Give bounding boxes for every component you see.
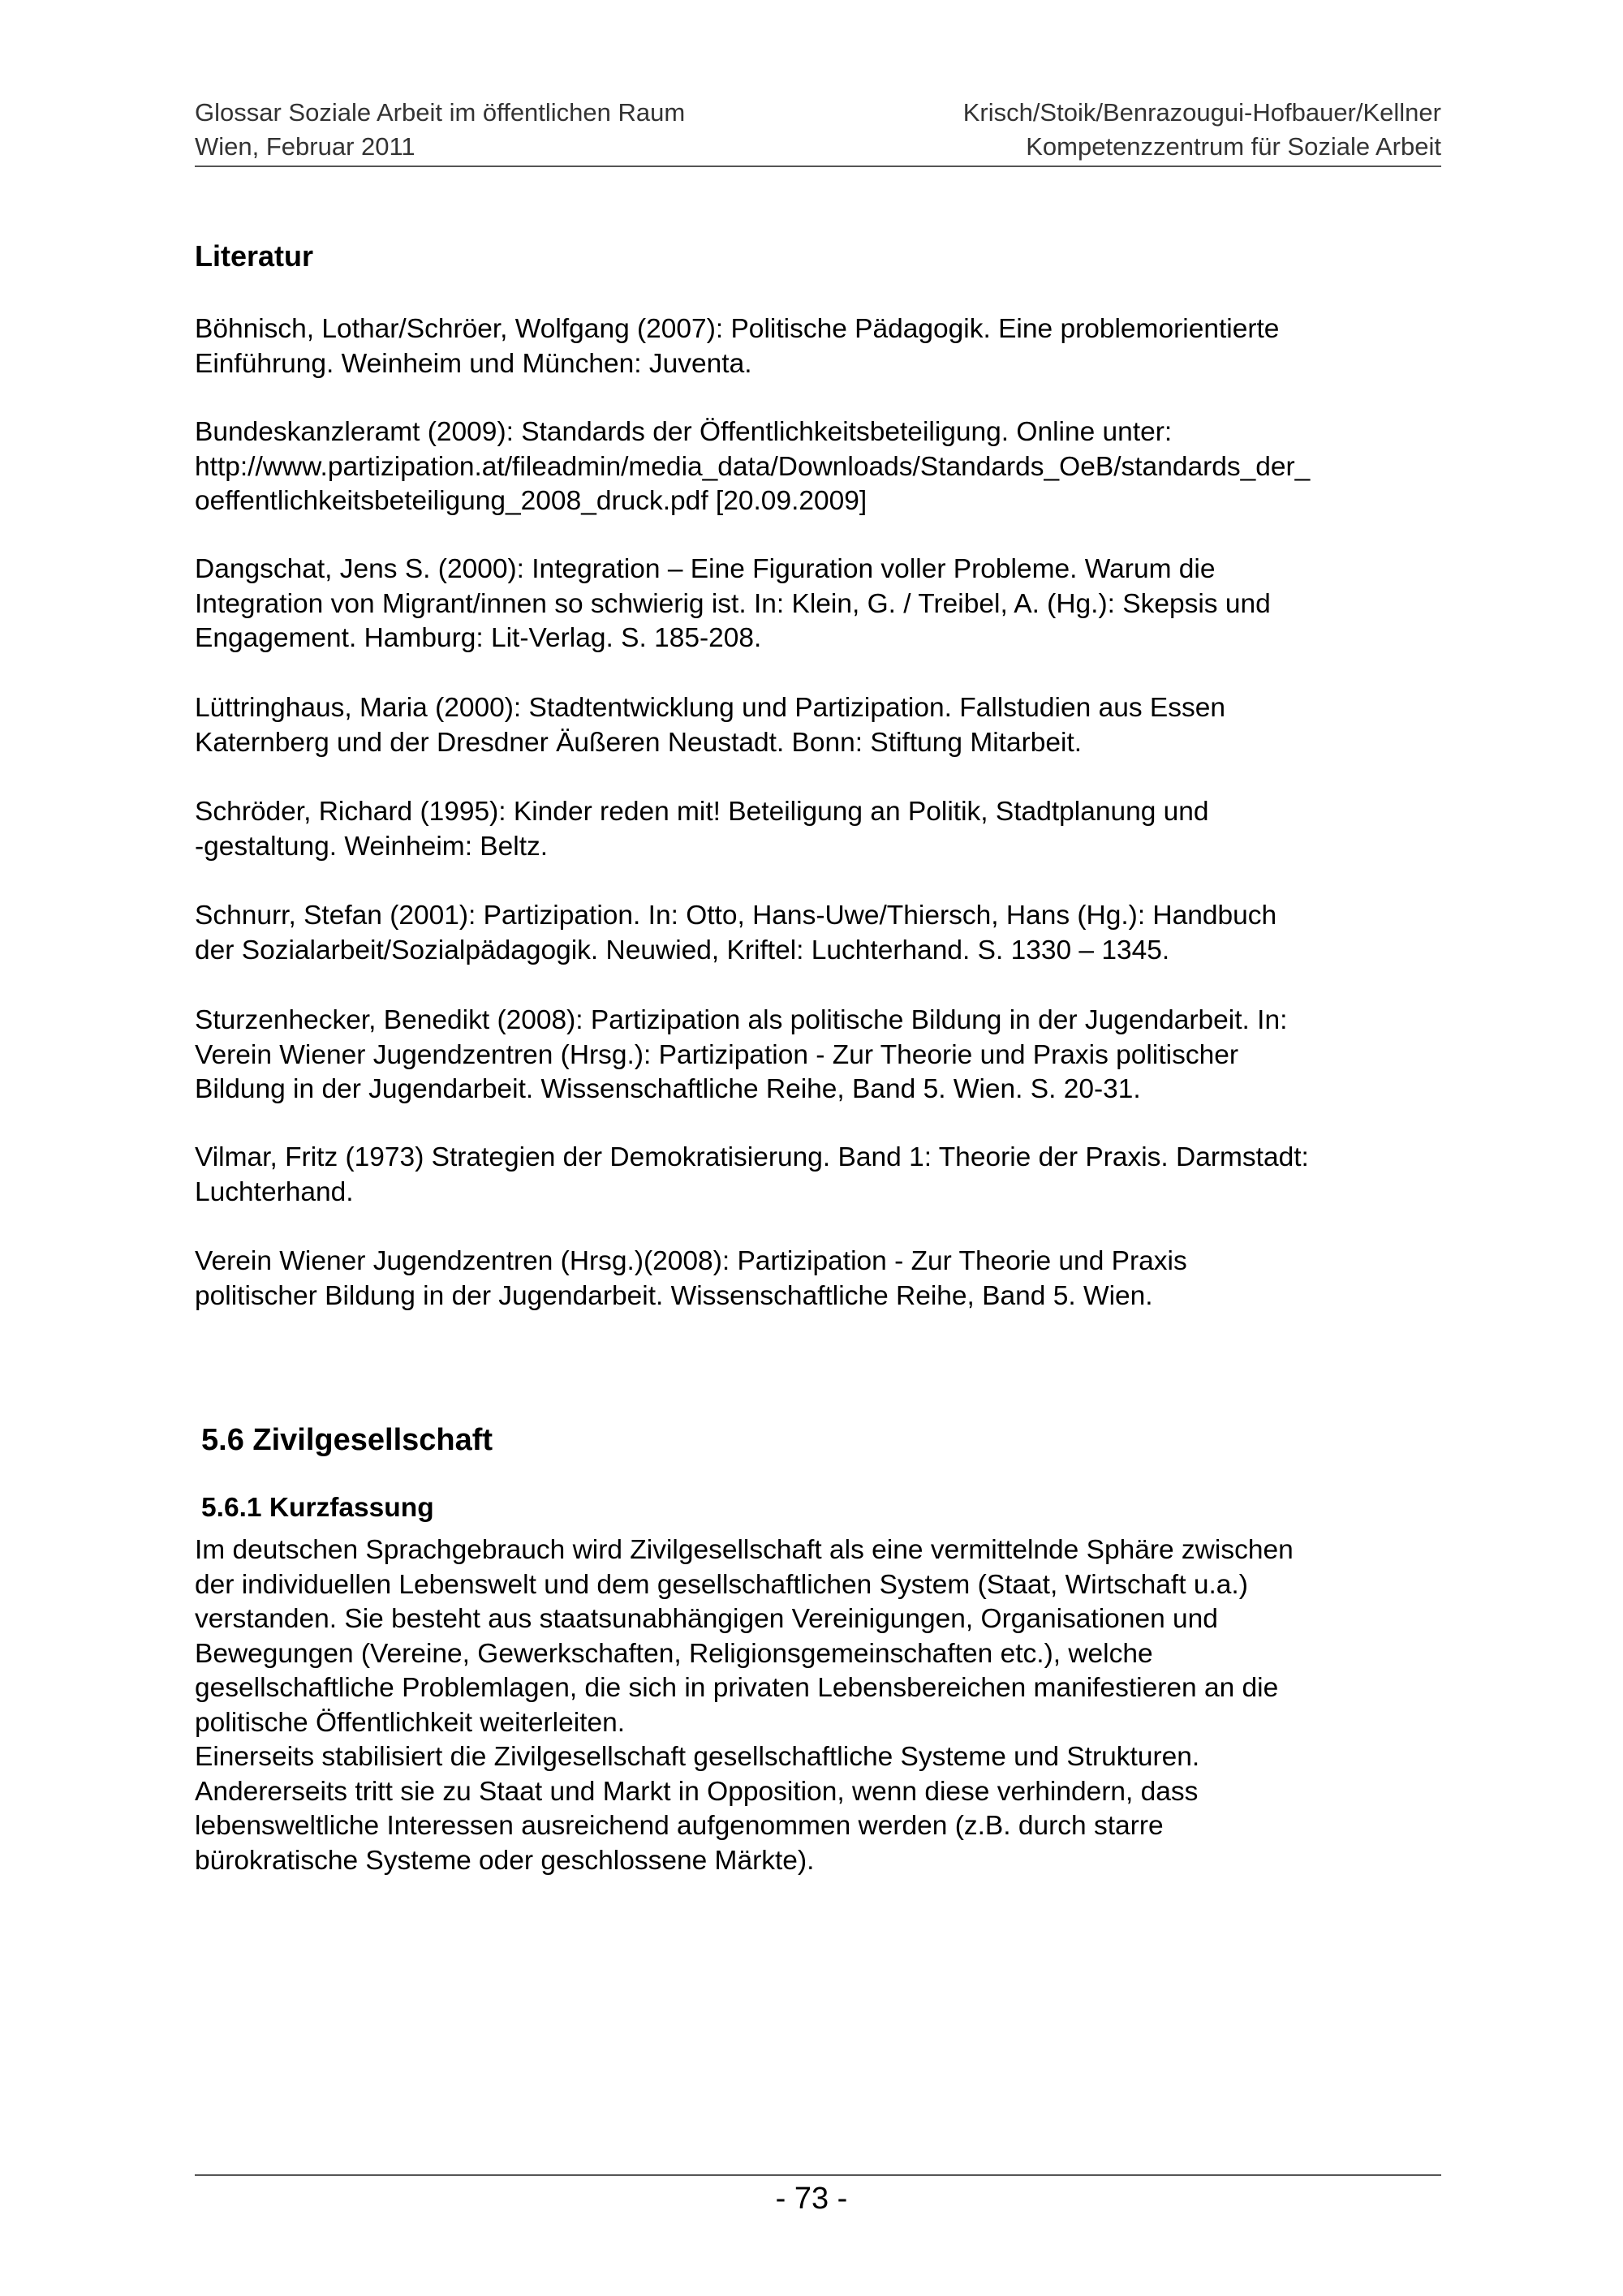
- reference-entry: [195, 1141, 1444, 1210]
- header-right: [963, 96, 1441, 164]
- paragraph-line: Einerseits stabilisiert die Zivilgesellschaft gesellschaftliche Systeme und Strukturen.: [195, 1742, 1200, 1772]
- reference-entry: [195, 691, 1444, 760]
- reference-entry: [195, 415, 1444, 519]
- paragraph-line: politische Öffentlichkeit weiterleiten.: [195, 1707, 626, 1738]
- header-left-title: Glossar Soziale Arbeit im öffentlichen Raum: [195, 98, 686, 127]
- paragraph-line: bürokratische Systeme oder geschlossene Märkte).: [195, 1845, 815, 1876]
- reference-line: Luchterhand.: [195, 1176, 354, 1207]
- section-heading: 5.6 Zivilgesellschaft: [201, 1423, 493, 1457]
- reference-line: Verein Wiener Jugendzentren (Hrsg.): Partizipation - Zur Theorie und Praxis politischer: [195, 1039, 1238, 1070]
- paragraph-line: der individuellen Lebenswelt und dem gesellschaftlichen System (Staat, Wirtschaft u.a.): [195, 1569, 1248, 1600]
- reference-entry: [195, 553, 1444, 656]
- reference-line: oeffentlichkeitsbeteiligung_2008_druck.pdf [20.09.2009]: [195, 486, 867, 516]
- header-left-date: Wien, Februar 2011: [195, 132, 415, 161]
- reference-line: Sturzenhecker, Benedikt (2008): Partizipation als politische Bildung in der Jugendarbeit. In:: [195, 1005, 1288, 1035]
- reference-line: http://www.partizipation.at/fileadmin/media_data/Downloads/Standards_OeB/standards_der_: [195, 451, 1311, 482]
- reference-line: Dangschat, Jens S. (2000): Integration – Eine Figuration voller Probleme. Warum die: [195, 554, 1216, 584]
- paragraph-line: Bewegungen (Vereine, Gewerkschaften, Religionsgemeinschaften etc.), welche: [195, 1638, 1153, 1669]
- reference-line: Katernberg und der Dresdner Äußeren Neustadt. Bonn: Stiftung Mitarbeit.: [195, 727, 1083, 758]
- header-right-institution: Kompetenzzentrum für Soziale Arbeit: [1026, 132, 1441, 161]
- reference-entry: [195, 312, 1444, 381]
- reference-entry: [195, 899, 1444, 968]
- reference-line: der Sozialarbeit/Sozialpädagogik. Neuwied, Kriftel: Luchterhand. S. 1330 – 1345.: [195, 935, 1170, 965]
- paragraph-line: gesellschaftliche Problemlagen, die sich in privaten Lebensbereichen manifestieren an die: [195, 1673, 1279, 1703]
- footer-divider: [195, 2174, 1441, 2176]
- reference-line: politischer Bildung in der Jugendarbeit. Wissenschaftliche Reihe, Band 5. Wien.: [195, 1280, 1153, 1311]
- reference-line: Schröder, Richard (1995): Kinder reden mit! Beteiligung an Politik, Stadtplanung und: [195, 797, 1209, 827]
- paragraph-line: verstanden. Sie besteht aus staatsunabhängigen Vereinigungen, Organisationen und: [195, 1604, 1218, 1634]
- paragraph-line: lebensweltliche Interessen ausreichend aufgenommen werden (z.B. durch starre: [195, 1811, 1164, 1841]
- reference-entry: [195, 1004, 1444, 1107]
- reference-line: Einführung. Weinheim und München: Juventa.: [195, 348, 752, 379]
- reference-entry: [195, 1245, 1444, 1314]
- summary-paragraph: [195, 1533, 1294, 1878]
- reference-line: Integration von Migrant/innen so schwierig ist. In: Klein, G. / Treibel, A. (Hg.): Skepsis und: [195, 588, 1271, 619]
- reference-entry: [195, 795, 1444, 864]
- reference-line: Böhnisch, Lothar/Schröer, Wolfgang (2007): Politische Pädagogik. Eine problemorientierte: [195, 314, 1280, 344]
- subsection-heading: 5.6.1 Kurzfassung: [201, 1493, 434, 1523]
- literature-heading: Literatur: [195, 239, 314, 273]
- header-right-authors: Krisch/Stoik/Benrazougui-Hofbauer/Kellner: [962, 98, 1441, 127]
- reference-line: Schnurr, Stefan (2001): Partizipation. In: Otto, Hans-Uwe/Thiersch, Hans (Hg.): Handbuch: [195, 901, 1277, 931]
- header-left: [195, 96, 685, 164]
- paragraph-line: Andererseits tritt sie zu Staat und Markt in Opposition, wenn diese verhindern, dass: [195, 1776, 1199, 1807]
- page-header: [195, 96, 1441, 167]
- reference-line: Vilmar, Fritz (1973) Strategien der Demokratisierung. Band 1: Theorie der Praxis. Darmstadt:: [195, 1142, 1309, 1172]
- reference-line: Bundeskanzleramt (2009): Standards der Öffentlichkeitsbeteiligung. Online unter:: [195, 417, 1173, 447]
- paragraph-line: Im deutschen Sprachgebrauch wird Zivilgesellschaft als eine vermittelnde Sphäre zwischen: [195, 1535, 1294, 1565]
- reference-line: Lüttringhaus, Maria (2000): Stadtentwicklung und Partizipation. Fallstudien aus Essen: [195, 693, 1225, 723]
- reference-line: Engagement. Hamburg: Lit-Verlag. S. 185-208.: [195, 623, 762, 653]
- page-number: - 73 -: [775, 2182, 848, 2216]
- reference-line: -gestaltung. Weinheim: Beltz.: [195, 831, 549, 862]
- reference-line: Verein Wiener Jugendzentren (Hrsg.)(2008): Partizipation - Zur Theorie und Praxis: [195, 1246, 1187, 1276]
- reference-line: Bildung in der Jugendarbeit. Wissenschaftliche Reihe, Band 5. Wien. S. 20-31.: [195, 1074, 1141, 1104]
